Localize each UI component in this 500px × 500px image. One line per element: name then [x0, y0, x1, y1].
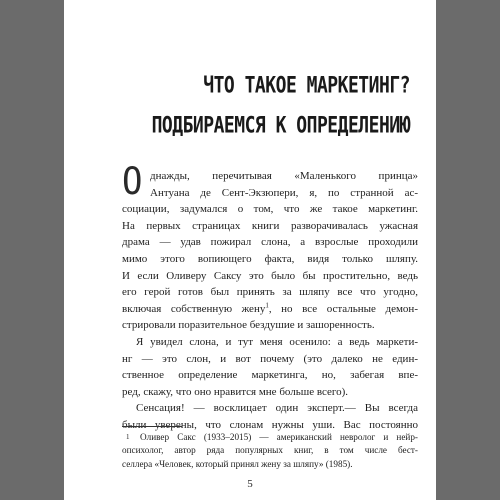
body-line: социации, задумался о том, что же такое маркетинг.	[122, 203, 418, 216]
body-line: И если Оливеру Саксу это было бы простительно, ведь	[122, 269, 418, 282]
body-line-part: включая собственную жену	[122, 302, 266, 315]
body-line: были уверены, что слонам нужны уши. Вас постоянно	[122, 418, 418, 431]
footnote-ref[interactable]: 1	[265, 301, 269, 310]
footnote	[122, 431, 418, 471]
body-line-part: , но все остальные демон-	[268, 302, 418, 315]
body-line: драма — удав пожирал слона, а взрослые проходили	[122, 236, 418, 249]
footnote-line: селлера «Человек, который принял жену за шляпу» (1985).	[122, 458, 353, 469]
body-line: Сенсация! — восклицает один эксперт.— Вы всегда	[136, 402, 418, 415]
page-number: 5	[247, 478, 253, 490]
body-line: днажды, перечитывая «Маленького принца»	[150, 170, 418, 182]
body-line: ред, скажу, что оно нравится мне больше всего).	[122, 385, 349, 398]
body-line-with-footnote	[122, 301, 418, 318]
footnote-line: Оливер Сакс (1933–2015) — американский невролог и нейр-	[140, 432, 418, 442]
drop-cap: О	[122, 160, 143, 204]
body-line: Я увидел слона, и тут меня осенило: а ведь маркети-	[136, 335, 418, 348]
body-text	[122, 160, 418, 434]
body-line: нг — это слон, и вот почему (это далеко не един-	[122, 352, 418, 365]
body-line: его герой готов был принять за шляпу все что угодно,	[122, 286, 418, 299]
footnote-line: опсихолог, автор ряда популярных книг, в том числе бест-	[122, 445, 418, 456]
body-line: На первых страницах книги разворачивалась ужасная	[122, 219, 418, 232]
footnote-number: 1	[126, 433, 130, 441]
footnote-divider	[122, 426, 182, 427]
chapter-title	[64, 66, 410, 146]
body-line: Антуана де Сент-Экзюпери, я, по странной ас-	[150, 186, 418, 199]
book-page	[64, 0, 436, 500]
chapter-title-line-1: ЧТО ТАКОЕ МАРКЕТИНГ?	[203, 72, 410, 99]
body-line: стрировали поразительное бездушие и зашоренность.	[122, 319, 375, 332]
body-line: ственное определение маркетинга, но, забегая впе-	[122, 369, 418, 382]
chapter-title-line-2: ПОДБИРАЕМСЯ К ОПРЕДЕЛЕНИЮ	[151, 112, 410, 139]
body-line: мимо этого вопиющего факта, видя только шляпу.	[122, 252, 418, 265]
